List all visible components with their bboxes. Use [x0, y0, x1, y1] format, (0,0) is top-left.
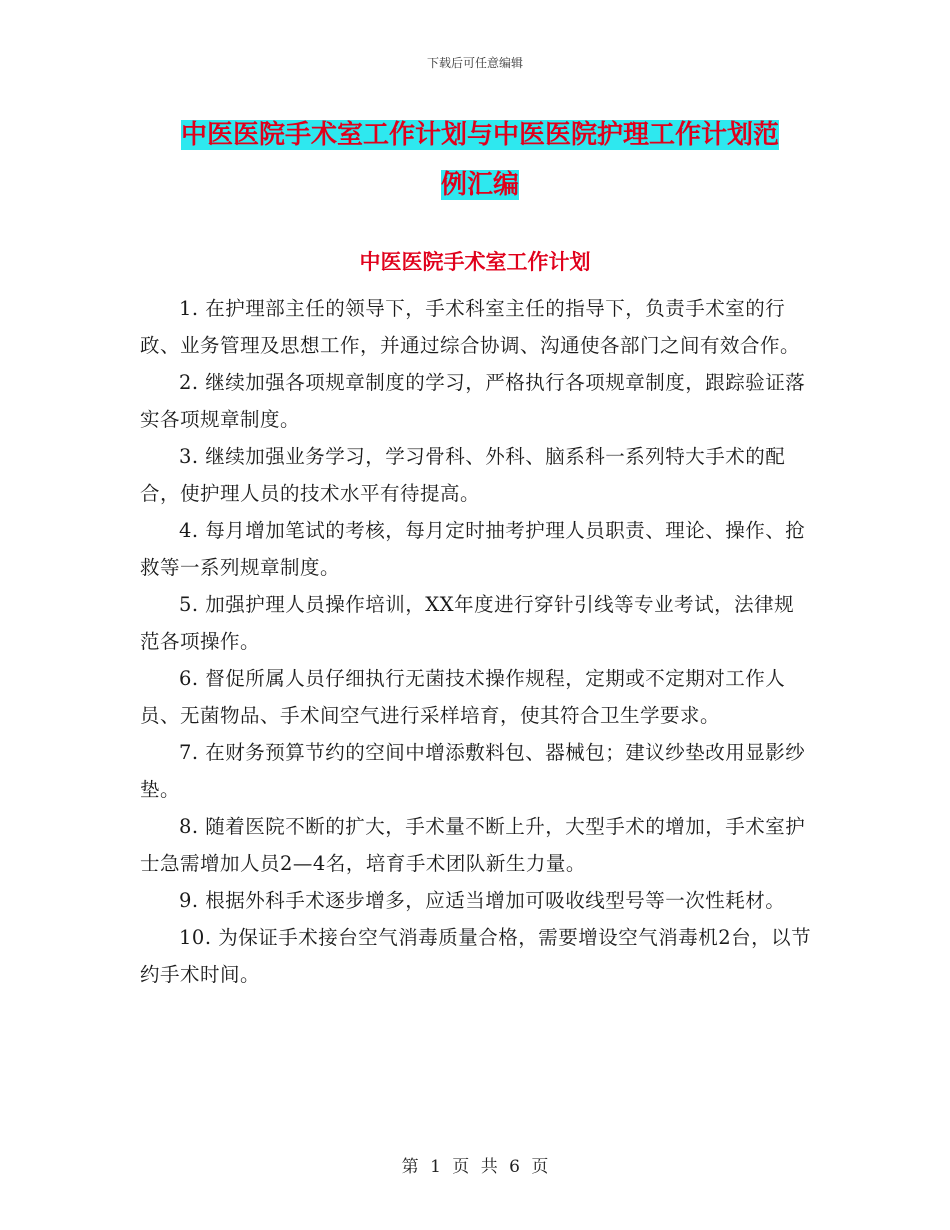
paragraph-10: 10. 为保证手术接台空气消毒质量合格，需要增设空气消毒机2台，以节约手术时间。	[140, 926, 812, 986]
section-title: 中医医院手术室工作计划	[359, 249, 591, 274]
paragraph-7: 7. 在财务预算节约的空间中增添敷料包、器械包；建议纱垫改用显影纱垫。	[140, 741, 806, 801]
header-note: 下载后可任意编辑	[426, 56, 523, 70]
paragraph-6: 6. 督促所属人员仔细执行无菌技术操作规程，定期或不定期对工作人员、无菌物品、手术间空气进行采样培育，使其符合卫生学要求。	[140, 667, 786, 727]
paragraph-9: 9. 根据外科手术逐步增多，应适当增加可吸收线型号等一次性耗材。	[179, 889, 786, 912]
paragraph-2: 2. 继续加强各项规章制度的学习，严格执行各项规章制度，跟踪验证落实各项规章制度。	[140, 371, 806, 431]
paragraph-4: 4. 每月增加笔试的考核，每月定时抽考护理人员职责、理论、操作、抢救等一系列规章制度。	[140, 519, 806, 579]
paragraph-5: 5. 加强护理人员操作培训，XX年度进行穿针引线等专业考试，法律规范各项操作。	[140, 593, 795, 653]
page-footer: 第 1 页 共 6 页	[401, 1157, 549, 1177]
body-text	[140, 290, 812, 993]
paragraph-3: 3. 继续加强业务学习，学习骨科、外科、脑系科一系列特大手术的配合，使护理人员的技术水平有待提高。	[140, 445, 786, 505]
document-title-line2: 例汇编	[440, 170, 519, 200]
document-title-line1: 中医医院手术室工作计划与中医医院护理工作计划范	[180, 120, 779, 150]
paragraph-1: 1. 在护理部主任的领导下，手术科室主任的指导下，负责手术室的行政、业务管理及思想工作，并通过综合协调、沟通使各部门之间有效合作。	[140, 297, 801, 357]
paragraph-8: 8. 随着医院不断的扩大，手术量不断上升，大型手术的增加，手术室护士急需增加人员2—4名，培育手术团队新生力量。	[140, 815, 806, 875]
document-title	[140, 110, 820, 210]
